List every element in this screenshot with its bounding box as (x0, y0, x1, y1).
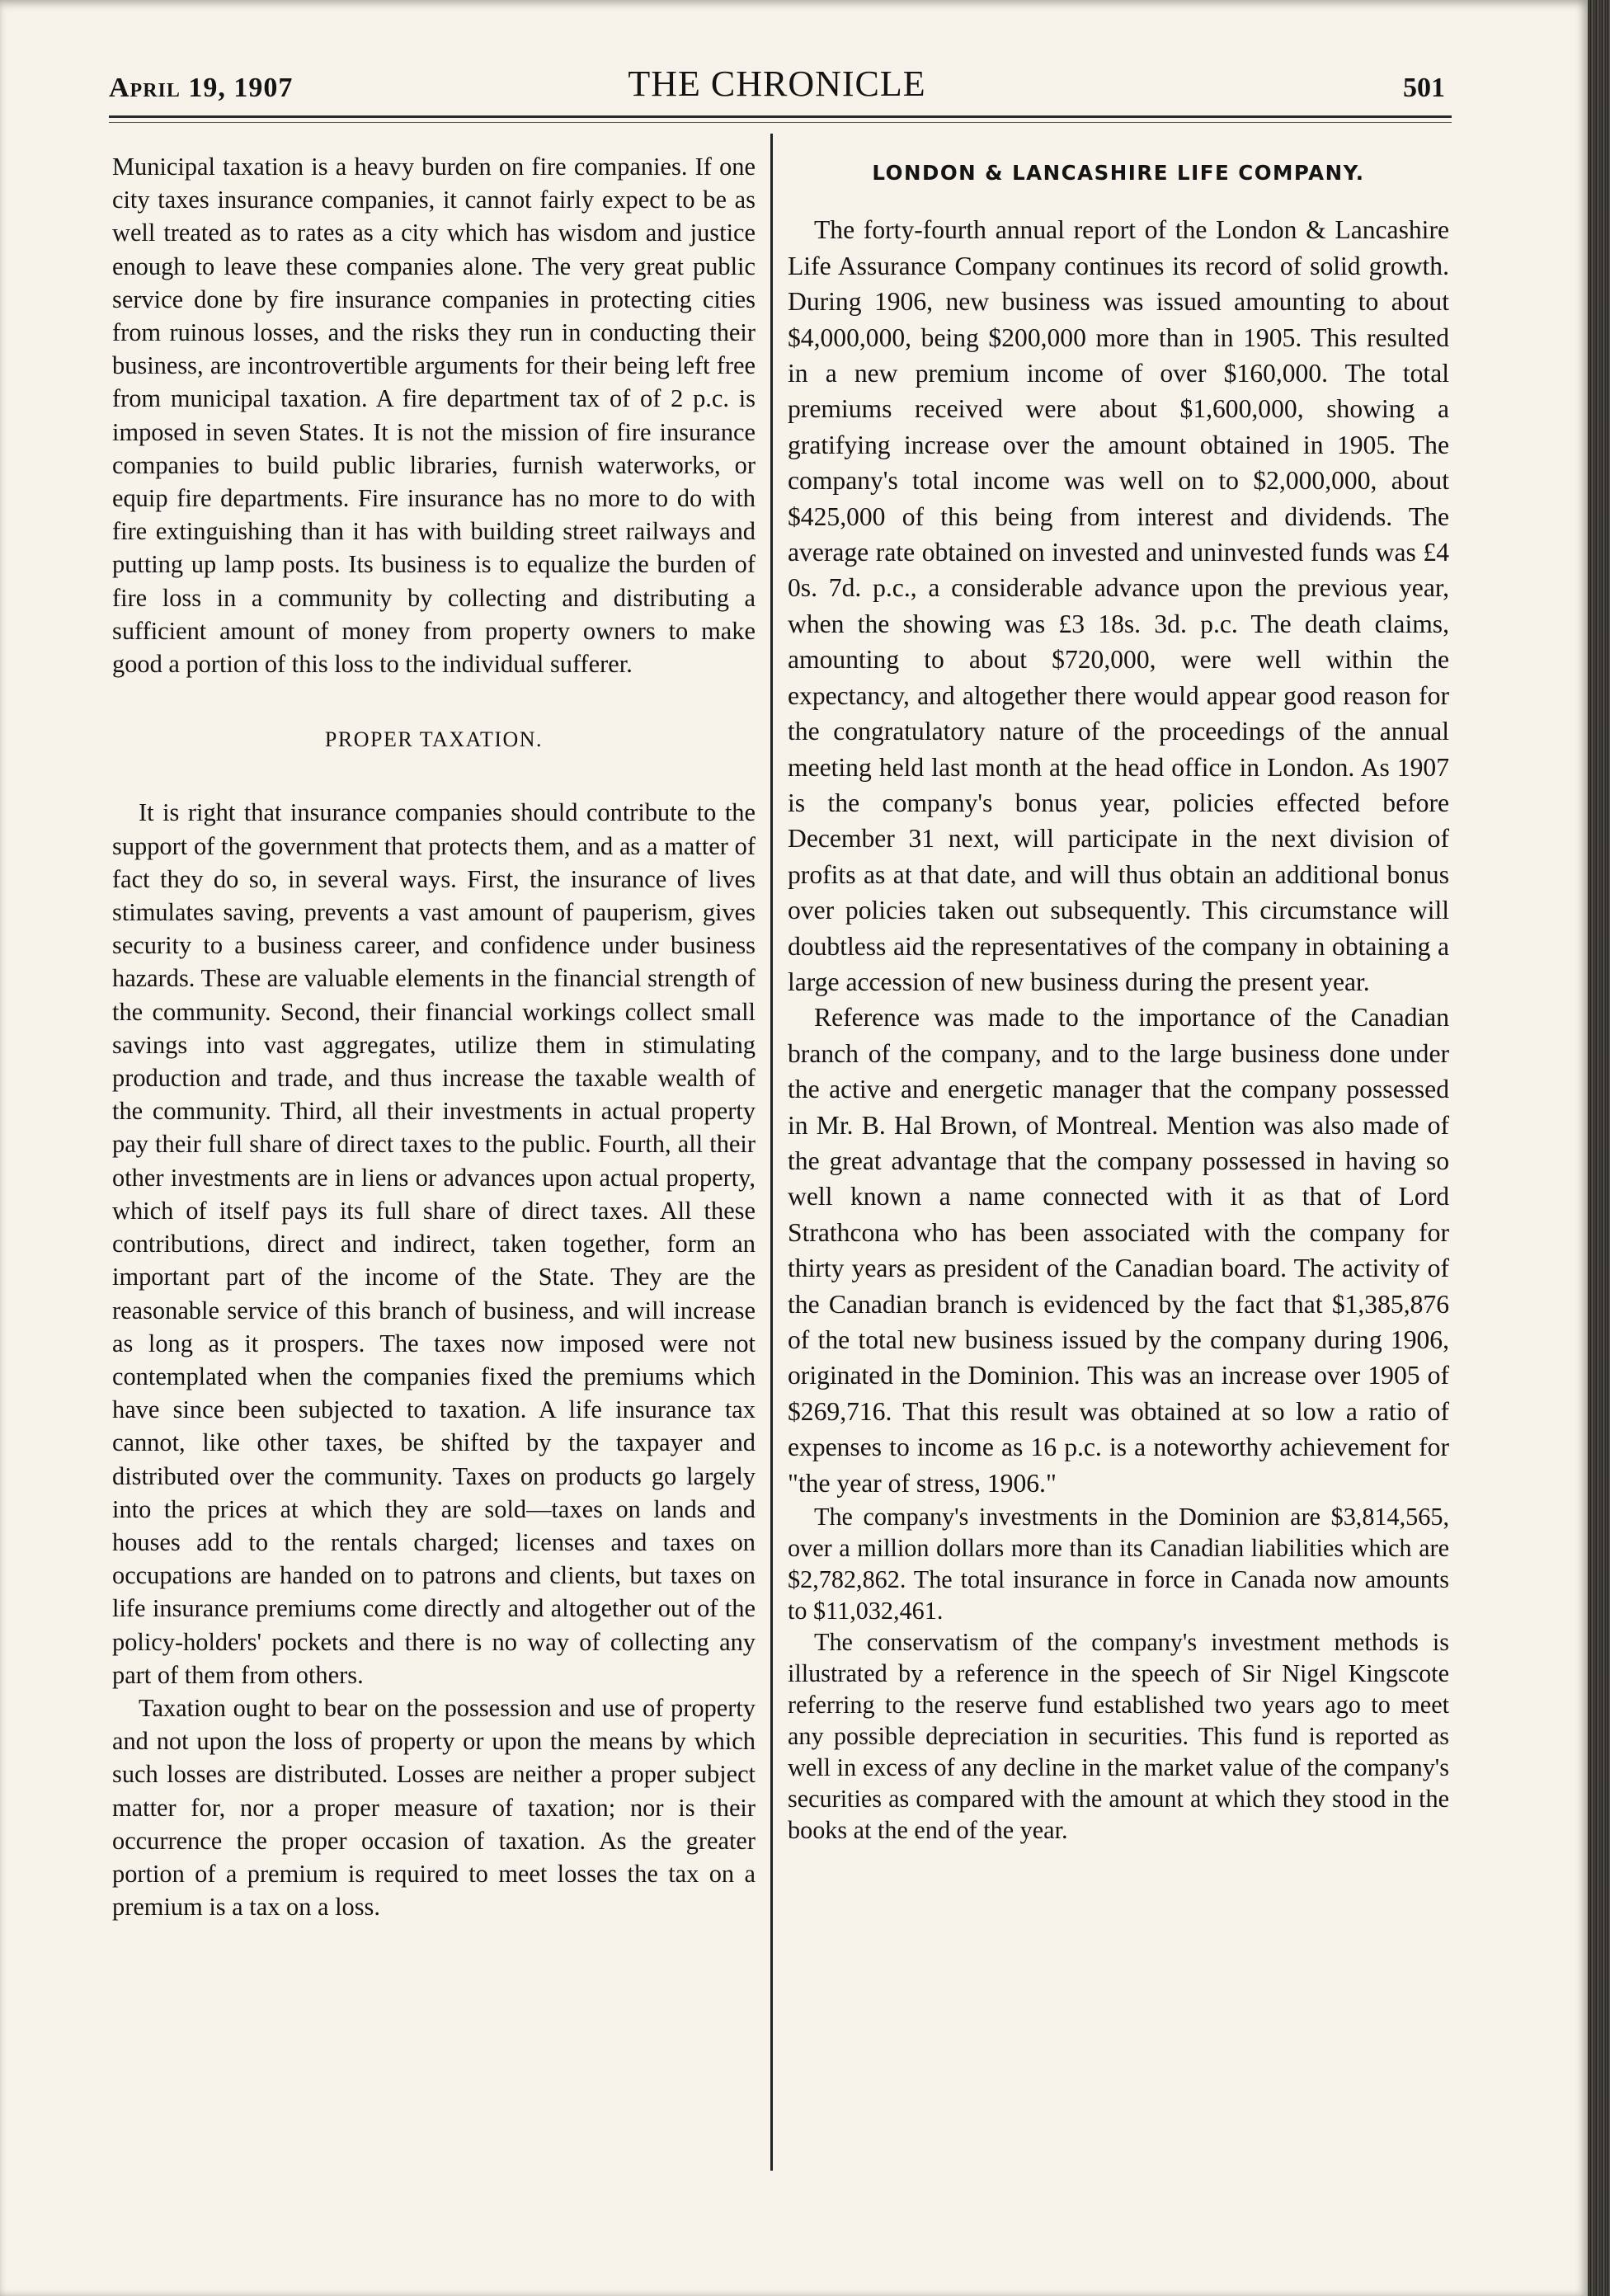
article-paragraph: Taxation ought to bear on the possession and use of property and not upon the loss of property or upon the means by which such losses are distributed. Losses are neither a proper subject matter for, nor a proper measure of taxation; nor is their occurrence the proper occasion of taxation. As the greater portion of a premium is required to meet losses the tax on a premium is a tax on a loss. (112, 1693, 756, 1922)
article-paragraph: The conservatism of the company's investment methods is illustrated by a reference in the speech of Sir Nigel Kingscote referring to the reserve fund established two years ago to meet any possible depreciation in securities. This fund is reported as well in excess of any decline in the market value of the company's securities as compared with the amount at which they stood in the books at the end of the year. (788, 1628, 1449, 1845)
left-column (112, 150, 756, 1923)
column-divider (770, 134, 773, 2171)
issue-date: April 19, 1907 (109, 73, 294, 103)
page-number: 501 (1403, 73, 1445, 103)
article-heading-london-lancashire: LONDON & LANCASHIRE LIFE COMPANY. (872, 161, 1365, 185)
intro-paragraph: Municipal taxation is a heavy burden on fire companies. If one city taxes insurance companies, it cannot fairly expect to be as well treated as to rates as a city which has wisdom and justice enough to leave these companies alone. The very great public service done by fire insurance companies in protecting cities from ruinous losses, and the risks they run in conducting their business, are incontrovertible arguments for their being left free from municipal taxation. A fire department tax of of 2 p.c. is imposed in seven States. It is not the mission of fire insurance companies to build public libraries, furnish waterworks, or equip fire departments. Fire insurance has no more to do with fire extinguishing than it has with building street railways and putting up lamp posts. Its business is to equalize the burden of fire loss in a community by collecting and distributing a sufficient amount of money from property owners to make good a portion of this loss to the individual sufferer. (112, 153, 756, 679)
right-column (788, 150, 1449, 1846)
page-edge (1588, 0, 1610, 2296)
article-paragraph: The forty-fourth annual report of the London & Lancashire Life Assurance Company continues its record of solid growth. During 1906, new business was issued amounting to about $4,000,000, being $200,000 more than in 1905. This resulted in a new premium income of over $160,000. The total premiums received were about $1,600,000, showing a gratifying increase over the amount obtained in 1905. The company's total income was well on to $2,000,000, about $425,000 of this being from interest and dividends. The average rate obtained on invested and uninvested funds was £4 0s. 7d. p.c., a considerable advance upon the previous year, when the showing was £3 18s. 3d. p.c. The death claims, amounting to about $720,000, were well within the expectancy, and altogether there would appear good reason for the congratulatory nature of the proceedings of the annual meeting held last month at the head office in London. As 1907 is the company's bonus year, policies effected before December 31 next, will participate in the next division of profits as at that date, and will thus obtain an additional bonus over policies taken out subsequently. This circumstance will doubtless aid the representatives of the company in obtaining a large accession of new business during the present year. (788, 215, 1449, 996)
header-rule-thin (109, 122, 1452, 123)
page-header (109, 63, 1445, 112)
header-rule (109, 115, 1452, 118)
article-paragraph: It is right that insurance companies should contribute to the support of the government that protects them, and as a matter of fact they do so, in several ways. First, the insurance of lives stimulates saving, prevents a vast amount of pauperism, gives security to a business career, and confidence under business hazards. These are valuable elements in the financial strength of the community. Second, their financial workings collect small savings into vast aggregates, utilize them in stimulating production and trade, and thus increase the taxable wealth of the community. Third, all their investments in actual property pay their full share of direct taxes to the public. Fourth, all their other investments are in liens or advances upon actual property, which of itself pays its full share of direct taxes. All these contributions, direct and indirect, taken together, form an important part of the income of the State. They are the reasonable service of this branch of business, and will increase as long as it prospers. The taxes now imposed were not contemplated when the companies fixed the premiums which have since been subjected to taxation. A life insurance tax cannot, like other taxes, be shifted by the taxpayer and distributed over the community. Taxes on products go largely into the prices at which they are sold—taxes on lands and houses add to the rentals charged; licenses and taxes on occupations are handed on to patrons and clients, but taxes on life insurance premiums come directly and altogether out of the policy-holders' pockets and there is no way of collecting any part of them from others. (112, 798, 756, 1689)
section-heading-proper-taxation: PROPER TAXATION. (324, 727, 544, 752)
article-paragraph: The company's investments in the Dominion are $3,814,565, over a million dollars more than its Canadian liabilities which are $2,782,862. The total insurance in force in Canada now amounts to $11,032,461. (788, 1503, 1449, 1626)
publication-title: THE CHRONICLE (628, 64, 926, 104)
article-paragraph: Reference was made to the importance of the Canadian branch of the company, and to the large business done under the active and energetic manager that the company possessed in Mr. B. Hal Brown, of Montreal. Mention was also made of the great advantage that the company possessed in having so well known a name connected with it as that of Lord Strathcona who has been associated with the company for thirty years as president of the Canadian board. The activity of the Canadian branch is evidenced by the fact that $1,385,876 of the total new business issued by the company during 1906, originated in the Dominion. This was an increase over 1905 of $269,716. That this result was obtained at so low a ratio of expenses to income as 16 p.c. is a noteworthy achievement for "the year of stress, 1906." (788, 1003, 1449, 1498)
